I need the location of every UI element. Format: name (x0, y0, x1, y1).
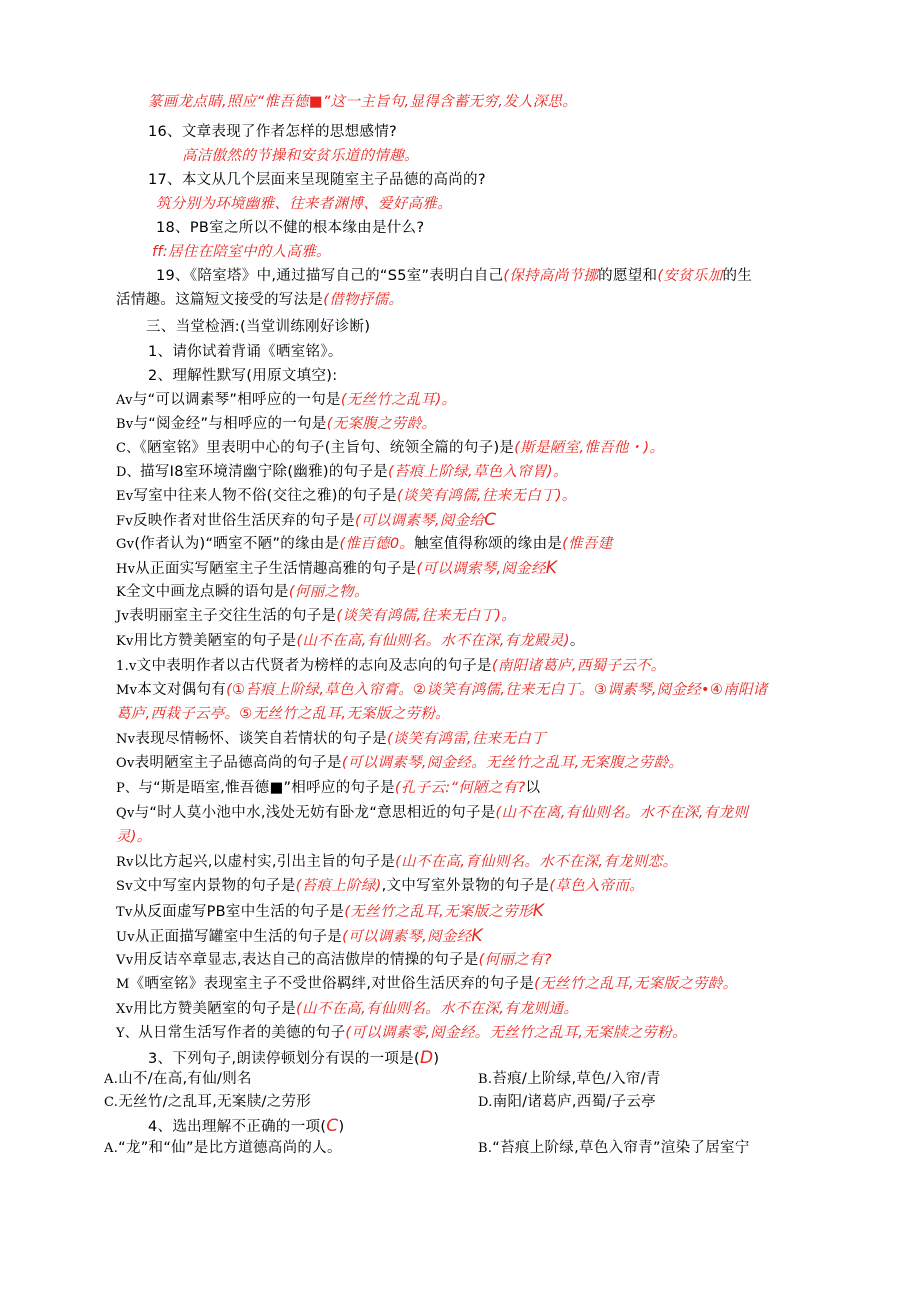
question-text: 文中表明作者以古代贤者为榜样的志向及志向的句子是 (136, 658, 492, 674)
option-text: “苔痕上阶绿,草色入帘青”渲染了居室宁 (492, 1140, 750, 1156)
answer-text: (何丽之物。 (288, 584, 369, 600)
answer-text: (草色入帝而。 (549, 878, 645, 894)
question-text: 本文对偶句有 (137, 682, 227, 698)
answer-text: 灵)。 (116, 829, 152, 845)
text-line (116, 999, 578, 1020)
question-text: 从正面描写罐室中生活的句子是 (134, 929, 343, 945)
text-line (116, 582, 369, 603)
item-label: Qv (116, 806, 135, 821)
text-line (116, 803, 748, 824)
question-text: 与“时人莫小池中水,浅处无妨有卧龙“意思相近的句子是 (134, 805, 496, 821)
question-text: 从反面虚写PB室中生活的句子是 (132, 904, 345, 920)
question-text: ) (433, 1051, 440, 1067)
answer-text: (安贫乐加 (657, 268, 723, 284)
item-label: Gv (116, 537, 135, 552)
answer-letter: K (471, 926, 483, 946)
item-label: Uv (116, 930, 135, 945)
question-text: 文中写室内景物的句子是 (132, 878, 296, 894)
answer-text: 筑分别为环境幽雅、往来者渊博、爱好高雅。 (156, 196, 452, 212)
answer-text: (无丝竹之乱耳,无案版之劳龄。 (534, 976, 738, 992)
item-label: Nv (116, 732, 136, 747)
text-line (116, 290, 403, 310)
answer-text: (山不在高,育仙则名。水不在深,有龙则恋。 (395, 854, 678, 870)
question-text: 全文中画龙点瞬的语句是 (126, 584, 289, 600)
question-text: 无丝竹/之乱耳,无案牍/之劳形 (118, 1094, 312, 1110)
answer-letter: D (420, 1048, 434, 1068)
question-text: 《晒室铭》表现室主子不受世俗羁绊,对世俗生活厌弃的句子是 (129, 976, 535, 992)
answer-text: (无案腹之劳龄。 (326, 416, 437, 432)
answer-text: (谈笑有鸿儒,往来无白丁)。 (336, 608, 516, 624)
question-text: 《陋室铭》里表明中心的句子(主旨句、统领全篇的句子)是 (139, 440, 515, 456)
question-text: ,文中写室外景物的句子是 (381, 878, 550, 894)
question-text: ( (320, 1119, 327, 1135)
line-text: 2、理解性默写(用原文填空): (148, 368, 338, 384)
text-line (148, 170, 486, 190)
question-text: (作者认为)“晒室不陋”的缘由是 (134, 536, 340, 552)
text-line (156, 266, 752, 286)
answer-text: (谈笑有鸿雷,往来无白丁 (386, 731, 546, 747)
item-label: Kv (116, 634, 134, 649)
answer-text: (可以调索琴,阅金经 (416, 561, 546, 577)
question-text: 4、选出理解不正确的一项 (148, 1119, 321, 1135)
text-line (148, 92, 577, 112)
answer-letter: C (484, 510, 497, 530)
question-text: 从正面实写陋室主子生活情趣高雅的句子是 (135, 561, 417, 577)
answer-text: (山不在高,有仙则名。水不在深,有龙则通。 (296, 1001, 579, 1017)
question-text: 以 (525, 780, 541, 796)
answer-text: (可以调素琴,阅金给 (354, 513, 485, 529)
option-column-2 (478, 1069, 661, 1090)
question-text: 描写I8室环境清幽宁除(幽雅)的句子是 (140, 464, 389, 480)
answer-text: (借物抒儒。 (323, 292, 404, 308)
text-line (116, 876, 644, 897)
question-text: 的生 (722, 268, 753, 284)
answer-text: 高洁傲然的节操和安贫乐道的情趣。 (182, 148, 419, 164)
text-line (116, 729, 546, 750)
answer-text: (山不在高,有仙则名。水不在深,有龙殿灵) (296, 633, 570, 649)
item-label: Rv (116, 855, 134, 870)
item-label: C、 (116, 441, 140, 456)
answer-text: 葛庐,西栽子云亭。⑤无丝竹之乱耳,无案版之劳粉。 (116, 706, 450, 722)
answer-text: (斯是陋室,惟吾他・)。 (514, 440, 665, 456)
item-label: A. (104, 1072, 119, 1087)
answer-text: (无丝竹之乱耳)。 (340, 392, 457, 408)
text-line (116, 438, 664, 459)
item-label: M (116, 977, 130, 992)
text-line (116, 778, 540, 799)
question-text: 。 (569, 633, 585, 649)
text-line (116, 1023, 687, 1044)
answer-text: (南阳诸葛庐,西蜀子云不。 (491, 658, 666, 674)
question-text: 从日常生活写作者的美德的句子 (138, 1025, 346, 1041)
line-text: 16、文章表现了作者怎样的思想感情? (148, 124, 398, 140)
text-line (116, 827, 152, 847)
answer-text: ff:居住在陪室中的人高雅。 (152, 244, 331, 260)
text-line (116, 974, 737, 995)
text-line (116, 510, 496, 532)
answer-text: (山不在离,有仙则名。水不在深,有龙则 (495, 805, 749, 821)
question-text: 活情趣。这篇短文接受的写法是 (116, 292, 324, 308)
line-text: 1、请你试着背诵《晒室铭》。 (148, 344, 343, 360)
item-label: Ov (116, 756, 135, 771)
text-line (116, 390, 456, 411)
answer-text: (惟百德0。 (339, 536, 415, 552)
question-text: 表明陋室主子品德高尚的句子是 (134, 755, 342, 771)
text-line (116, 534, 613, 555)
question-text: 19、《陪室塔》中,通过描写自己的“S5室”表明白自己 (156, 268, 504, 284)
text-line (148, 1048, 439, 1069)
item-label: Av (116, 393, 133, 408)
answer-text: (①苔痕上阶绿,草色入帘膏。②谈笑有鸿儒,往来无白丁。③调素琴,阅金经•④南阳诸 (226, 682, 768, 698)
text-line (152, 242, 331, 262)
text-line (116, 606, 516, 627)
line-text: 三、当堂检酒:(当堂训练刚好诊断) (146, 319, 371, 335)
item-label: Bv (116, 417, 134, 432)
question-text: 以比方起兴,以虚村实,引出主旨的句子是 (133, 854, 396, 870)
answer-text: (可以调素零,阅金经。无丝竹之乱耳,无案牍之劳粉。 (345, 1025, 687, 1041)
item-label: K (116, 585, 127, 600)
answer-text: (无丝竹之乱耳,无案版之劳形 (344, 904, 533, 920)
item-label: D、 (116, 465, 141, 480)
text-line (116, 852, 677, 873)
item-label: Tv (116, 905, 133, 920)
item-label: Vv (116, 953, 134, 968)
item-label: B. (478, 1141, 493, 1156)
question-text: 写室中往来人物不俗(交往之雅)的句子是 (133, 488, 397, 504)
answer-text: (保持高尚节挪 (503, 268, 599, 284)
item-label: A. (104, 1141, 119, 1156)
text-line (116, 486, 577, 507)
answer-text: (孔子云:“何陋之有? (394, 780, 526, 796)
question-text: 反映作者对世俗生活厌弃的句子是 (132, 513, 355, 529)
text-line (116, 656, 666, 677)
text-line (116, 558, 557, 580)
question-text: ) (338, 1119, 345, 1135)
option-text: 苔痕/上阶绿,草色/入帘/青 (492, 1071, 661, 1087)
option-text: 南阳/诸葛庐,西蜀/子云亭 (492, 1094, 656, 1110)
option-column-2 (478, 1138, 750, 1159)
text-line (148, 342, 343, 362)
text-line (116, 680, 768, 701)
question-text: 山不/在高,有仙/则名 (118, 1071, 252, 1087)
text-line (116, 901, 544, 923)
item-label: Mv (116, 683, 138, 698)
text-line (156, 194, 452, 214)
question-text: 的愿望和 (598, 268, 658, 284)
question-text: 用比方赞美陋室的句子是 (133, 633, 297, 649)
item-label: Ev (116, 489, 134, 504)
line-text: 17、本文从几个层面来呈现随室主子品德的高尚的? (148, 172, 486, 188)
question-text: 3、下列句子,朗读停顿划分有误的一项是 (148, 1051, 415, 1067)
question-text: 用反诘卒章显志,表达自己的高洁傲岸的情操的句子是 (133, 952, 479, 968)
question-text: 触室值得称颂的缘由是 (414, 536, 563, 552)
answer-text: (谈笑有鸿儒,往来无白丁)。 (396, 488, 577, 504)
text-line (146, 317, 370, 337)
text-line (148, 1116, 344, 1137)
text-line (104, 1138, 750, 1159)
answer-text: (何丽之有? (478, 952, 552, 968)
text-line (104, 1092, 656, 1113)
answer-text: (惟吾建 (562, 536, 613, 552)
text-line (148, 366, 337, 386)
option-column-2 (478, 1092, 656, 1113)
question-text: ( (414, 1051, 421, 1067)
answer-letter: K (545, 558, 558, 578)
question-text: 与“阅金经”与相呼应的一句是 (133, 416, 327, 432)
text-line (156, 218, 424, 238)
item-label: C. (104, 1095, 119, 1110)
line-text: 18、PB室之所以不健的根本缘由是什么? (156, 220, 425, 236)
item-label: Sv (116, 879, 133, 894)
text-line (116, 753, 683, 774)
question-text: 与“斯是晤室,惟吾德■”相呼应的句子是 (138, 780, 395, 796)
text-line (116, 950, 552, 971)
text-line (116, 704, 450, 724)
text-line (148, 122, 397, 142)
question-text: 表现尽情畅怀、谈笑自若情状的句子是 (135, 731, 387, 747)
answer-text: (可以调素琴,阅金经 (342, 929, 472, 945)
text-line (116, 631, 585, 652)
item-label: Hv (116, 562, 136, 577)
question-text: 表明丽室主子交往生活的句子是 (129, 608, 337, 624)
text-line (116, 462, 568, 483)
question-text: 与“可以调素琴”相呼应的一句是 (132, 392, 341, 408)
question-text: 用比方赞美陋室的句子是 (133, 1001, 297, 1017)
item-label: Fv (116, 514, 133, 529)
item-label: Jv (116, 609, 130, 624)
item-label: B. (478, 1072, 493, 1087)
item-label: 1.v (116, 659, 137, 674)
answer-letter: K (532, 901, 545, 921)
answer-text: (苔痕上阶绿) (295, 878, 382, 894)
item-label: D. (478, 1095, 493, 1110)
text-line (182, 146, 419, 166)
text-line (116, 414, 436, 435)
answer-text: 篆画龙点睛,照应“惟吾德■”这一主旨句,显得含蓄无穷,发人深思。 (148, 94, 578, 110)
text-line (104, 1069, 661, 1090)
question-text: “龙”和“仙”是比方道德高尚的人。 (118, 1140, 342, 1156)
answer-letter: C (326, 1116, 339, 1136)
text-line (116, 926, 483, 948)
item-label: Y、 (116, 1026, 139, 1041)
item-label: Xv (116, 1002, 134, 1017)
item-label: P、 (116, 781, 139, 796)
answer-text: (可以调素琴,阅金经。无丝竹之乱耳,无案腹之劳龄。 (341, 755, 684, 771)
answer-text: (苔痕上阶绿,草色入帘胃)。 (388, 464, 568, 480)
